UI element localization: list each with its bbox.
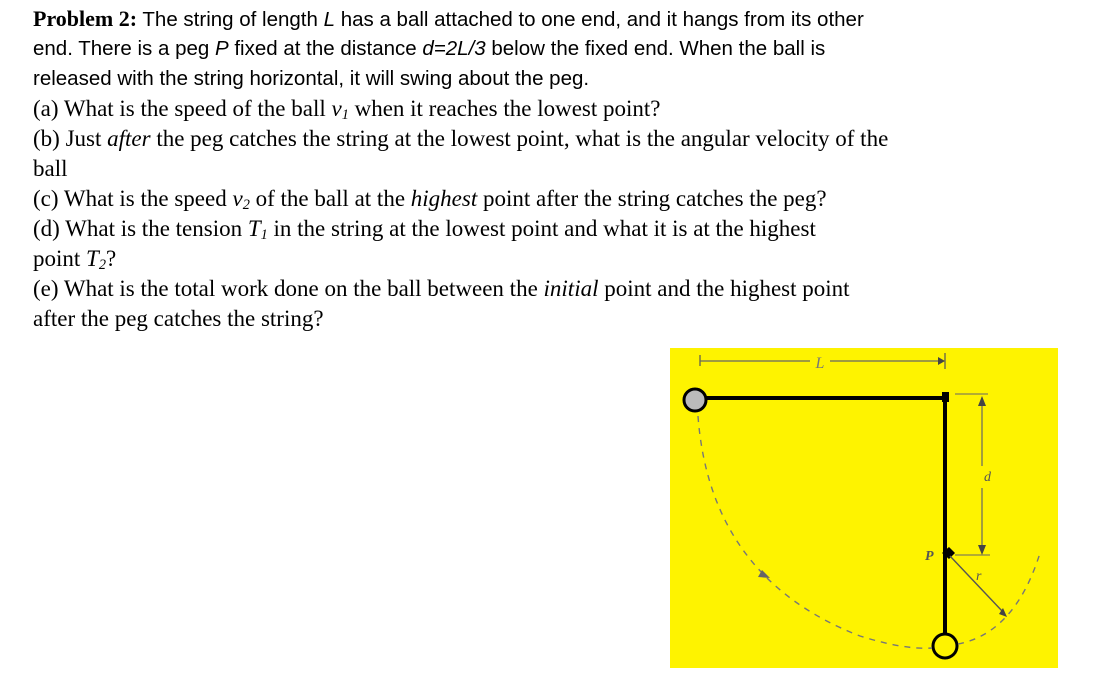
pendulum-diagram (670, 348, 1058, 668)
question-c: (c) What is the speed $v_2$ of the ball at the highest point after the string catches the peg? (33, 186, 827, 213)
swing-path-after-peg (958, 553, 1040, 644)
label-P: P (925, 549, 934, 564)
distance-dimension (955, 394, 992, 555)
label-r: r (976, 569, 982, 584)
question-a: (a) What is the speed of the ball $v_1$ when it reaches the lowest point? (33, 96, 661, 123)
question-d-cont: point $T_2$? (33, 246, 117, 273)
problem-heading: Problem 2: (33, 6, 138, 31)
question-b-cont: ball (33, 156, 68, 181)
intro-line-2: end. There is a peg P fixed at the distance d=2L/3 below the fixed end. When the ball is (33, 37, 826, 60)
intro-line-3: released with the string horizontal, it will swing about the peg. (33, 67, 590, 90)
pendulum-figure (670, 348, 1058, 668)
question-e-cont: after the peg catches the string? (33, 306, 324, 331)
lowest-ball (933, 634, 957, 658)
question-d: (d) What is the tension $T_1$ in the string at the lowest point and what it is at the highest (33, 216, 816, 243)
length-dimension (700, 353, 945, 372)
question-b: (b) Just after the peg catches the string at the lowest point, what is the angular velocity of the (33, 126, 889, 151)
radius-line (950, 556, 1003, 612)
intro-line-1: Problem 2: The string of length L has a ball attached to one end, and it hangs from its other (33, 6, 864, 31)
question-e: (e) What is the total work done on the ball between the initial point and the highest point (33, 276, 850, 301)
initial-ball (684, 389, 706, 411)
swing-path (698, 416, 932, 648)
label-L: L (815, 355, 825, 372)
problem-text (33, 4, 1093, 334)
label-d: d (984, 470, 991, 485)
